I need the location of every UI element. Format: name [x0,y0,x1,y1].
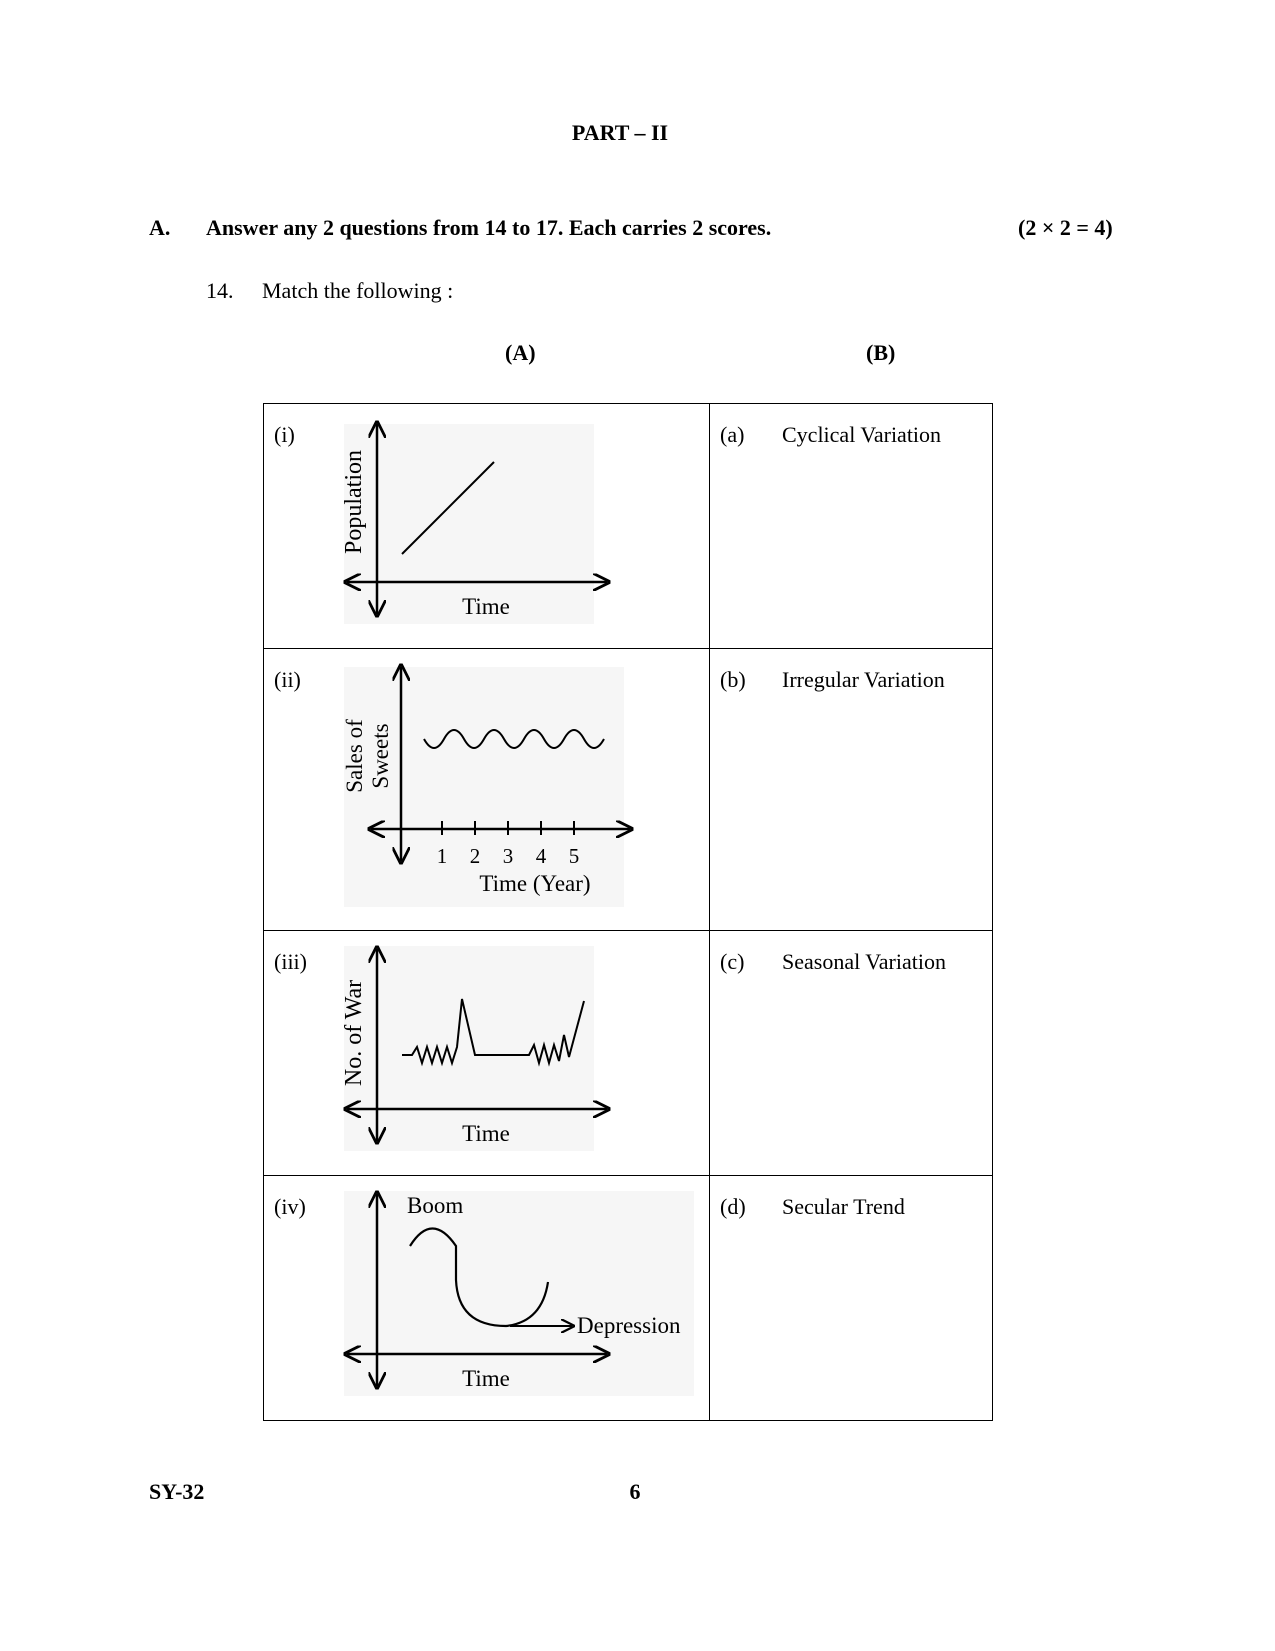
table-row [264,404,993,649]
sales-of-sweets-graph [264,649,710,931]
tick-label: 2 [469,844,481,868]
page-number: 6 [629,1479,641,1504]
y-axis-label-line2: Sweets [368,723,393,789]
column-a-cell [264,1176,710,1421]
option-letter: (c) [720,949,745,974]
x-axis-label: Time [462,1121,510,1146]
column-b-cell [710,931,993,1176]
figure-background [344,1191,694,1396]
y-axis-label: Population [341,449,367,555]
table-row [264,1176,993,1421]
business-cycle-graph [264,1176,710,1421]
column-b-heading: (B) [866,340,896,365]
option-text: Seasonal Variation [782,949,946,974]
tick-label: 4 [535,844,547,868]
option-text: Secular Trend [782,1194,905,1219]
question-text: Match the following : [262,278,454,303]
population-trend-graph [264,404,710,649]
column-b-cell [710,649,993,931]
match-table [263,403,993,1421]
x-axis-label: Time [462,1366,510,1391]
column-a-cell [264,649,710,931]
table-row [264,931,993,1176]
column-b-cell [710,404,993,649]
x-axis-label: Time (Year) [479,871,591,896]
option-letter: (a) [720,422,745,447]
paper-code: SY-32 [149,1479,205,1504]
column-a-cell [264,404,710,649]
option-text: Irregular Variation [782,667,945,692]
option-letter: (d) [720,1194,746,1219]
tick-label: 1 [436,844,448,868]
column-a-cell [264,931,710,1176]
depression-label: Depression [577,1313,681,1338]
option-text: Cyclical Variation [782,422,942,447]
y-axis-label-line1: Sales of [342,719,367,793]
boom-label: Boom [407,1193,464,1218]
row-label: (iii) [274,949,307,974]
section-instruction: Answer any 2 questions from 14 to 17. Each carries 2 scores. [206,215,772,240]
section-letter: A. [149,215,171,240]
row-label: (i) [274,422,295,447]
question-number: 14. [206,278,234,303]
section-score: (2 × 2 = 4) [1018,215,1113,240]
row-label: (ii) [274,667,301,692]
table-row [264,649,993,931]
option-letter: (b) [720,667,746,692]
row-label: (iv) [274,1194,306,1219]
war-count-graph [264,931,710,1176]
tick-label: 3 [502,844,514,868]
column-b-cell [710,1176,993,1421]
column-a-heading: (A) [505,340,536,365]
part-title: PART – II [571,120,669,145]
tick-label: 5 [568,844,580,868]
y-axis-label: No. of War [341,979,367,1087]
x-axis-label: Time [462,594,510,619]
